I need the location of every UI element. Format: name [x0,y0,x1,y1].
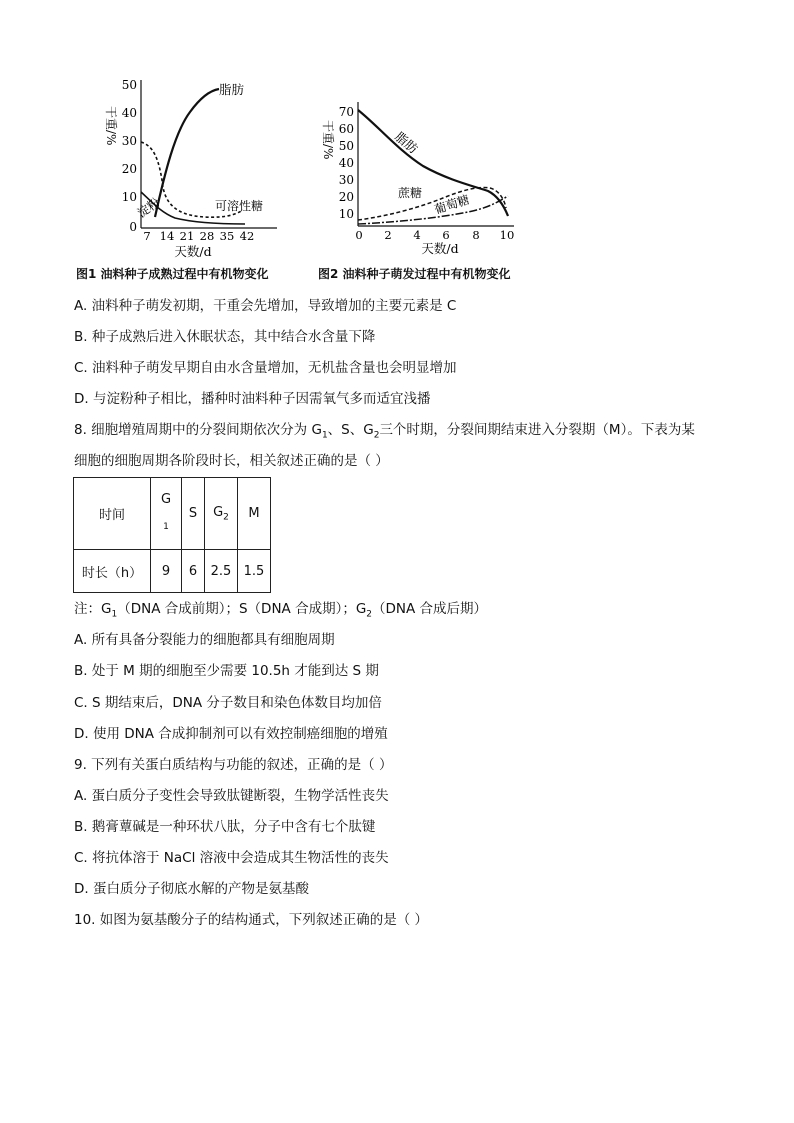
q8-option-a: A. 所有具备分裂能力的细胞都具有细胞周期 [74,632,335,648]
q8-stem-line2: 细胞的细胞周期各阶段时长，相关叙述正确的是（ ） [74,453,389,469]
figure-1-chart [95,72,295,262]
table-header-cell [151,478,182,550]
fig1-fat-curve [155,89,219,217]
g1-letter: G [160,492,172,507]
q9-stem: 9. 下列有关蛋白质结构与功能的叙述，正确的是（ ） [74,757,393,773]
q8-note [74,600,487,624]
q8-stem-part: 8. 细胞增殖周期中的分裂间期依次分为 G [74,422,322,438]
fig2-ytick: 70 [338,105,354,119]
fig2-sucrose-label: 蔗糖 [398,186,423,200]
fig1-xtick: 35 [219,229,235,243]
fig1-ytick: 50 [121,78,137,92]
note-part: 注：G [74,601,112,617]
subscript: 1 [321,430,328,441]
fig2-xtick: 2 [384,228,392,242]
subscript: 1 [111,609,118,620]
fig1-sugar-label: 可溶性糖 [215,199,264,213]
q9-option-d: D. 蛋白质分子彻底水解的产物是氨基酸 [74,881,309,897]
note-part: （DNA 合成后期） [372,601,488,617]
fig1-ylabel: 干重/% [104,106,118,146]
table-cell: 6 [182,550,205,593]
figure-2-caption: 图2 油料种子萌发过程中有机物变化 [318,267,511,281]
fig1-xtick: 7 [143,229,151,243]
fig2-ytick: 40 [338,156,354,170]
fig2-xtick: 10 [499,228,515,242]
q9-option-a: A. 蛋白质分子变性会导致肽键断裂，生物学活性丧失 [74,788,389,804]
g1-subscript: 1 [163,522,169,532]
q9-option-c: C. 将抗体溶于 NaCl 溶液中会造成其生物活性的丧失 [74,850,389,866]
fig1-xtick: 28 [199,229,215,243]
fig2-xlabel: 天数/d [421,241,459,256]
g2-letter: G [213,504,224,520]
fig1-ytick: 20 [121,162,137,176]
fig1-xtick: 42 [239,229,255,243]
fig1-xlabel: 天数/d [174,244,212,259]
subscript: 2 [373,430,380,441]
q7-option-b: B. 种子成熟后进入休眠状态，其中结合水含量下降 [74,329,376,345]
table-header-cell: M [238,478,271,550]
q8-option-d: D. 使用 DNA 合成抑制剂可以有效控制癌细胞的增殖 [74,726,388,742]
fig2-ylabel: 干重/% [321,120,335,160]
note-part: （DNA 合成前期）；S（DNA 合成期）；G [117,601,367,617]
fig2-xtick: 0 [355,228,363,242]
table-cell: 9 [151,550,182,593]
fig1-starch-label: 淀粉 [134,195,163,221]
table-header-cell: S [182,478,205,550]
q8-option-b: B. 处于 M 期的细胞至少需要 10.5h 才能到达 S 期 [74,663,379,679]
fig1-ytick: 0 [129,220,137,234]
table-row [74,478,271,550]
fig1-xtick: 14 [159,229,175,243]
q7-option-c: C. 油料种子萌发早期自由水含量增加，无机盐含量也会明显增加 [74,360,457,376]
q7-option-a: A. 油料种子萌发初期，干重会先增加，导致增加的主要元素是 C [74,298,457,314]
subscript: 2 [366,609,373,620]
fig1-fat-label: 脂肪 [219,82,245,97]
fig2-xtick: 4 [413,228,421,242]
fig2-ytick: 20 [338,190,354,204]
fig2-glucose-curve [358,196,508,224]
fig1-xtick: 21 [179,229,195,243]
fig1-ytick: 10 [121,190,137,204]
table-row [74,550,271,593]
table-cell: 时长（h） [74,550,151,593]
fig1-ytick: 40 [121,106,137,120]
figure-2-chart [318,98,528,262]
cell-cycle-table [73,477,271,593]
fig2-fat-label: 脂肪 [392,128,421,157]
g2-subscript: 2 [223,512,229,523]
figure-1-caption: 图1 油料种子成熟过程中有机物变化 [76,267,269,281]
q8-stem-part: 三个时期，分裂间期结束进入分裂期（M）。下表为某 [379,422,695,438]
table-cell: 2.5 [205,550,238,593]
table-cell: 1.5 [238,550,271,593]
q8-stem-part: 、S、G [327,422,374,438]
fig1-ytick: 30 [121,134,137,148]
q9-option-b: B. 鹅膏蕈碱是一种环状八肽，分子中含有七个肽键 [74,819,376,835]
q8-option-c: C. S 期结束后，DNA 分子数目和染色体数目均加倍 [74,695,382,711]
fig2-fat-curve [358,110,508,216]
fig2-ytick: 30 [338,173,354,187]
q10-stem: 10. 如图为氨基酸分子的结构通式，下列叙述正确的是（ ） [74,912,429,928]
q7-option-d: D. 与淀粉种子相比，播种时油料种子因需氧气多而适宜浅播 [74,391,431,407]
fig2-ytick: 50 [338,139,354,153]
fig2-xtick: 6 [442,228,450,242]
q8-stem-line1 [74,421,695,445]
fig2-xtick: 8 [472,228,480,242]
fig2-ytick: 60 [338,122,354,136]
table-header-cell: 时间 [74,478,151,550]
table-header-cell [205,478,238,550]
fig2-ytick: 10 [338,207,354,221]
fig2-glucose-label: 葡萄糖 [432,192,472,217]
